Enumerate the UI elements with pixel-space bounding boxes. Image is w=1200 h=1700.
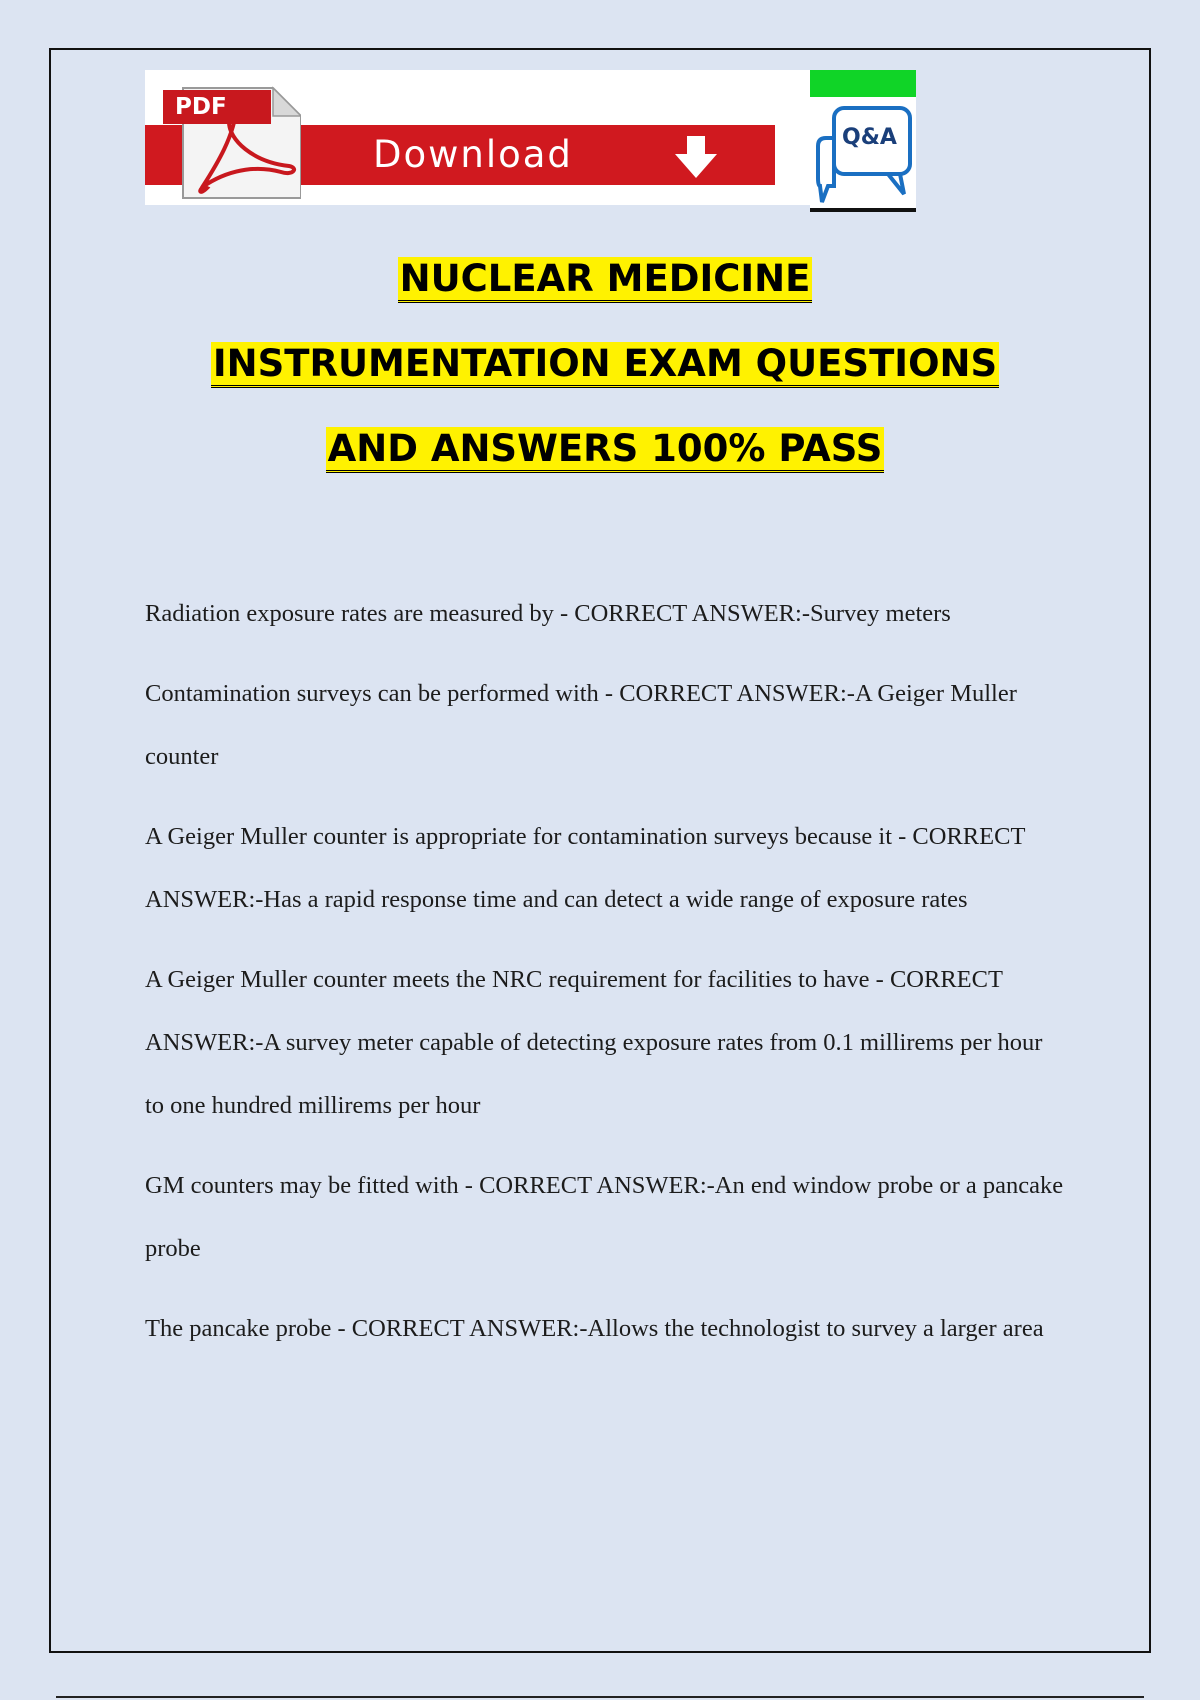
question-item: A Geiger Muller counter is appropriate for contamination surveys because it - CORRECT ANSWER:-Has a rapid response time and can detect a wide range of exposure rates	[145, 823, 1025, 913]
chat-bubble-icon	[812, 102, 914, 206]
qa-badge-top-stripe	[810, 70, 916, 97]
title-line-1: NUCLEAR MEDICINE	[100, 250, 1110, 335]
download-arrow-icon[interactable]	[673, 134, 719, 180]
pdf-label: PDF	[163, 90, 271, 124]
qa-badge-bottom-stripe	[810, 208, 916, 212]
download-banner[interactable]	[145, 70, 811, 205]
download-label[interactable]: Download	[373, 133, 573, 176]
document-title	[100, 250, 1110, 505]
question-item: Contamination surveys can be performed with - CORRECT ANSWER:-A Geiger Muller counter	[145, 680, 1017, 770]
pdf-file-icon	[163, 78, 301, 202]
question-item: Radiation exposure rates are measured by - CORRECT ANSWER:-Survey meters	[145, 600, 951, 627]
footer-rule	[56, 1696, 1144, 1698]
title-line-2: INSTRUMENTATION EXAM QUESTIONS	[100, 335, 1110, 420]
qa-label: Q&A	[842, 125, 897, 150]
title-line-3: AND ANSWERS 100% PASS	[100, 420, 1110, 505]
question-item: The pancake probe - CORRECT ANSWER:-Allows the technologist to survey a larger area	[145, 1315, 1044, 1342]
question-list	[145, 582, 1065, 1377]
question-item: A Geiger Muller counter meets the NRC requirement for facilities to have - CORRECT ANSWER:-A survey meter capable of detecting exposure rates from 0.1 millirems per hour to one hundred millirems per hour	[145, 966, 1043, 1119]
question-item: GM counters may be fitted with - CORRECT ANSWER:-An end window probe or a pancake probe	[145, 1172, 1064, 1262]
qa-badge[interactable]	[810, 70, 916, 212]
